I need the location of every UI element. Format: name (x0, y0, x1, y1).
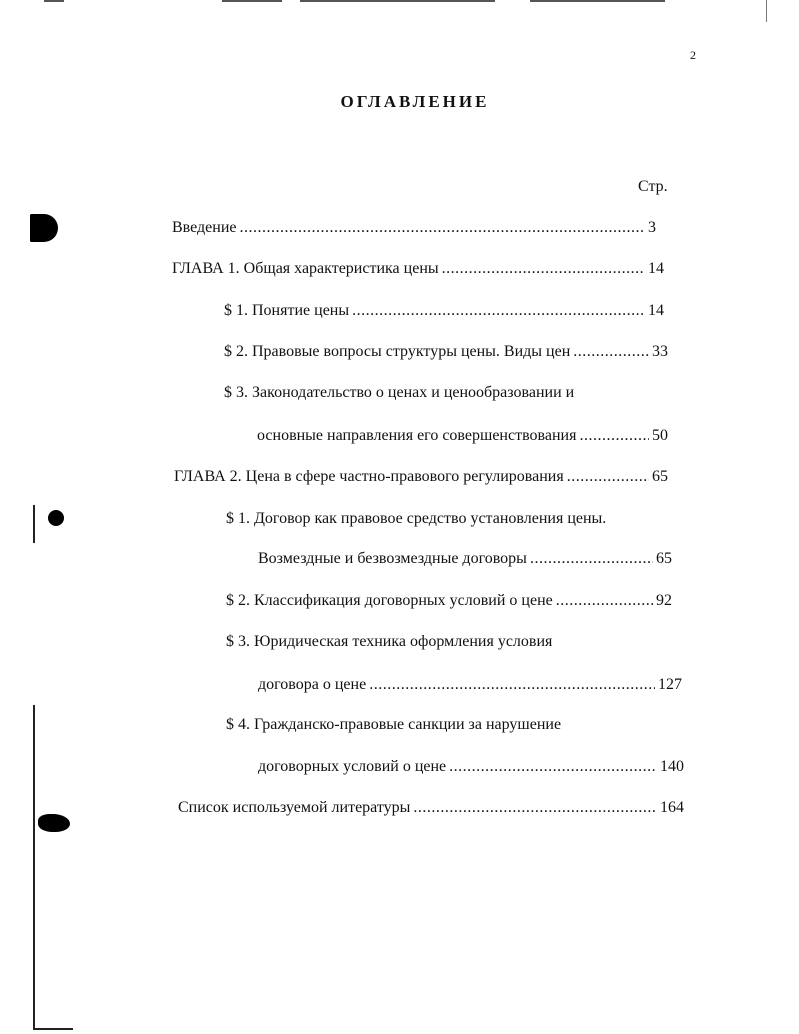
toc-leader-dots (530, 549, 653, 569)
toc-entry-page: 127 (658, 676, 682, 693)
toc-leader-dots (442, 259, 645, 279)
toc-entry-page: 14 (648, 302, 664, 319)
toc-entry (224, 301, 664, 321)
toc-entry (258, 675, 682, 695)
toc-entry (226, 591, 672, 611)
toc-entry-page: 50 (652, 427, 668, 444)
toc-entry-text: Возмездные и безвозмездные договоры (258, 550, 527, 567)
page-column-label: Стр. (638, 178, 668, 195)
toc-entry-text: $ 1. Договор как правовое средство установления цены. (226, 510, 607, 527)
toc-entry-page: 164 (660, 799, 684, 816)
toc-entry-page: 14 (648, 260, 664, 277)
toc-entry (178, 798, 684, 818)
toc-entry-page: 92 (656, 592, 672, 609)
toc-entry-text: $ 2. Правовые вопросы структуры цены. Виды цен (224, 343, 571, 360)
toc-entry-page: 65 (656, 550, 672, 567)
toc-entry (172, 218, 656, 238)
toc-leader-dots (449, 757, 657, 777)
toc-entry-text: договорных условий о цене (258, 758, 447, 775)
toc-entry (258, 549, 672, 569)
toc-entry-text: основные направления его совершенствования (257, 427, 577, 444)
toc-entry-text: $ 3. Юридическая техника оформления условия (226, 633, 553, 650)
toc-entry-text: $ 1. Понятие цены (224, 302, 350, 319)
toc-entry-text: $ 3. Законодательство о ценах и ценообразовании и (224, 384, 575, 401)
toc-entry-text: ГЛАВА 2. Цена в сфере частно-правового регулирования (174, 468, 564, 485)
toc-leader-dots (240, 218, 646, 238)
toc-leader-dots (352, 301, 645, 321)
toc-entry-text: договора о цене (258, 676, 367, 693)
toc-leader-dots (556, 591, 653, 611)
toc-entry (224, 342, 668, 362)
toc-entry-text: $ 2. Классификация договорных условий о цене (226, 592, 553, 609)
toc-leader-dots (413, 798, 657, 818)
toc-entry-page: 140 (660, 758, 684, 775)
toc-entry-text: $ 4. Гражданско-правовые санкции за нарушение (226, 716, 562, 733)
toc-entry-page: 33 (652, 343, 668, 360)
toc-leader-dots (573, 342, 649, 362)
toc-entry-page: 65 (652, 468, 668, 485)
toc-leader-dots (579, 426, 649, 446)
toc-entry-text: ГЛАВА 1. Общая характеристика цены (172, 260, 439, 277)
toc-leader-dots (369, 675, 655, 695)
toc-entry (172, 259, 664, 279)
toc-entry (226, 715, 626, 735)
toc-entry (226, 509, 656, 529)
toc-leader-dots (567, 467, 649, 487)
toc-entry (174, 467, 668, 487)
page-title: ОГЛАВЛЕНИЕ (340, 92, 490, 111)
toc-entry (224, 383, 644, 403)
toc-entry-text: Введение (172, 219, 237, 236)
toc-entry-page: 3 (648, 219, 656, 236)
toc-entry (258, 757, 684, 777)
page-number: 2 (690, 48, 696, 62)
toc-entry-text: Список используемой литературы (178, 799, 411, 816)
toc-entry (257, 426, 668, 446)
toc-entry (226, 632, 626, 652)
